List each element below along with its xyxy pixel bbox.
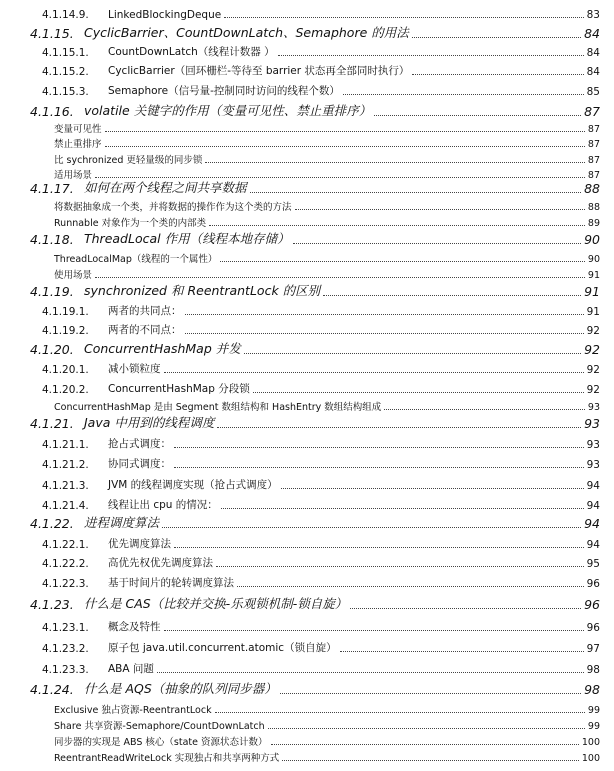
toc-entry[interactable] [30, 180, 600, 196]
toc-entry-page-number: 96 [586, 622, 600, 634]
toc-entry[interactable] [42, 84, 600, 98]
toc-entry-number: 4.1.23.1. [42, 622, 89, 634]
toc-entry-title: synchronized 和 ReentrantLock 的区别 [84, 283, 321, 298]
toc-dot-leader [224, 17, 583, 18]
toc-entry-page-number: 99 [587, 721, 600, 732]
toc-entry-title: LinkedBlockingDeque [108, 9, 222, 21]
toc-entry-title: 减小锁粒度 [108, 363, 161, 375]
toc-entry-title: 两者的不同点： [108, 324, 182, 336]
toc-entry-number: 4.1.20.1. [42, 364, 89, 376]
toc-entry-page-number: 93 [586, 459, 600, 471]
toc-dot-leader [185, 314, 584, 315]
toc-entry-number: 4.1.19.2. [42, 325, 89, 337]
toc-entry-page-number: 87 [587, 139, 600, 150]
toc-entry-title: 什么是 AQS（抽象的队列同步器） [84, 681, 277, 696]
toc-entry[interactable] [42, 323, 600, 337]
toc-entry-title: ConcurrentHashMap 是由 Segment 数组结构和 HashEntry 数组结构组成 [54, 402, 382, 413]
toc-entry-title: 进程调度算法 [84, 515, 160, 530]
toc-entry-page-number: 98 [586, 664, 600, 676]
toc-entry-page-number: 91 [586, 306, 600, 318]
toc-dot-leader [281, 488, 584, 489]
toc-entry-page-number: 94 [586, 480, 600, 492]
toc-entry[interactable] [42, 382, 600, 396]
toc-entry[interactable] [42, 457, 600, 471]
toc-entry[interactable] [54, 251, 600, 265]
toc-dot-leader [209, 225, 585, 226]
toc-entry[interactable] [54, 121, 600, 135]
toc-entry-title: 比 sychronized 更轻量级的同步锁 [54, 155, 203, 166]
toc-entry[interactable] [54, 734, 600, 748]
toc-dot-leader [340, 651, 584, 652]
toc-dot-leader [105, 131, 585, 132]
toc-entry-page-number: 94 [586, 539, 600, 551]
toc-dot-leader [185, 333, 584, 334]
toc-entry-number: 4.1.19. [30, 284, 74, 299]
toc-dot-leader [278, 55, 584, 56]
toc-entry-number: 4.1.21. [30, 416, 74, 431]
toc-entry-page-number: 92 [586, 384, 600, 396]
toc-entry-title: 原子包 java.util.concurrent.atomic（锁自旋） [108, 642, 337, 654]
toc-entry-title: 基于时间片的轮转调度算法 [108, 577, 234, 589]
toc-entry[interactable] [54, 750, 600, 764]
toc-entry-page-number: 92 [586, 325, 600, 337]
toc-dot-leader [174, 467, 584, 468]
toc-entry-title: ConcurrentHashMap 并发 [84, 341, 241, 356]
toc-entry-page-number: 88 [584, 181, 600, 196]
toc-entry[interactable] [30, 283, 600, 299]
toc-entry-number: 4.1.21.4. [42, 500, 89, 512]
toc-entry-number: 4.1.15.2. [42, 66, 89, 78]
toc-entry[interactable] [30, 103, 600, 119]
toc-entry[interactable] [42, 620, 600, 634]
toc-dot-leader [237, 586, 584, 587]
toc-entry[interactable] [42, 537, 600, 551]
toc-entry-title: 抢占式调度： [108, 438, 171, 450]
toc-entry-number: 4.1.21.3. [42, 480, 89, 492]
toc-entry-title: 同步器的实现是 ABS 核心（state 资源状态计数） [54, 737, 268, 748]
toc-entry-page-number: 94 [584, 516, 600, 531]
toc-entry-page-number: 88 [587, 202, 600, 213]
toc-entry-title: CyclicBarrier（回环栅栏-等待至 barrier 状态再全部同时执行） [108, 65, 410, 77]
toc-entry[interactable] [30, 231, 600, 247]
toc-entry-number: 4.1.14.9. [42, 9, 89, 21]
toc-entry[interactable] [42, 304, 600, 318]
toc-entry-title: 什么是 CAS（比较并交换-乐观锁机制-锁自旋） [84, 596, 348, 611]
toc-entry[interactable] [42, 641, 600, 655]
toc-dot-leader [293, 243, 582, 244]
toc-entry-page-number: 99 [587, 705, 600, 716]
toc-entry[interactable] [30, 596, 600, 612]
toc-entry[interactable] [42, 662, 600, 676]
toc-dot-leader [384, 409, 585, 410]
toc-entry[interactable] [42, 45, 600, 59]
toc-entry-page-number: 87 [584, 104, 600, 119]
toc-entry-title: JVM 的线程调度实现（抢占式调度） [108, 479, 278, 491]
toc-entry-number: 4.1.19.1. [42, 306, 89, 318]
toc-dot-leader [295, 209, 585, 210]
toc-entry-title: ConcurrentHashMap 分段锁 [108, 383, 250, 395]
toc-entry-number: 4.1.17. [30, 181, 74, 196]
toc-entry-page-number: 93 [587, 402, 600, 413]
toc-entry[interactable] [42, 64, 600, 78]
toc-entry-title: 线程让出 cpu 的情况： [108, 499, 218, 511]
toc-dot-leader [412, 37, 581, 38]
toc-dot-leader [221, 508, 584, 509]
toc-entry-page-number: 92 [586, 364, 600, 376]
toc-entry[interactable] [42, 7, 600, 21]
toc-entry[interactable] [54, 702, 600, 716]
toc-entry-title: 使用场景 [54, 270, 93, 281]
toc-entry[interactable] [54, 215, 600, 229]
toc-entry[interactable] [42, 576, 600, 590]
toc-entry[interactable] [42, 498, 600, 512]
toc-entry-number: 4.1.22. [30, 516, 74, 531]
toc-entry-page-number: 96 [586, 578, 600, 590]
toc-entry-title: CyclicBarrier、CountDownLatch、Semaphore 的用法 [84, 25, 409, 40]
toc-entry-page-number: 100 [581, 737, 600, 748]
toc-entry[interactable] [42, 362, 600, 376]
toc-entry-number: 4.1.22.2. [42, 558, 89, 570]
toc-entry[interactable] [54, 267, 600, 281]
toc-dot-leader [350, 608, 581, 609]
toc-dot-leader [95, 277, 585, 278]
toc-dot-leader [162, 527, 581, 528]
toc-entry-title: 禁止重排序 [54, 139, 102, 150]
toc-entry[interactable] [42, 478, 600, 492]
toc-entry-title: ThreadLocal 作用（线程本地存储） [84, 231, 290, 246]
toc-entry-number: 4.1.24. [30, 682, 74, 697]
toc-dot-leader [105, 146, 585, 147]
toc-dot-leader [244, 353, 581, 354]
toc-entry-page-number: 84 [584, 26, 600, 41]
toc-entry-title: CountDownLatch（线程计数器 ） [108, 46, 275, 58]
toc-dot-leader [250, 192, 582, 193]
toc-entry-title: 协同式调度： [108, 458, 171, 470]
toc-entry-number: 4.1.20. [30, 342, 74, 357]
toc-dot-leader [412, 74, 583, 75]
toc-entry[interactable] [54, 199, 600, 213]
toc-dot-leader [215, 712, 585, 713]
toc-entry-title: ReentrantReadWriteLock 实现独占和共享两种方式 [54, 753, 280, 764]
toc-entry-title: volatile 关键字的作用（变量可见性、禁止重排序） [84, 103, 372, 118]
toc-entry[interactable] [42, 556, 600, 570]
toc-entry-number: 4.1.15.1. [42, 47, 89, 59]
toc-dot-leader [216, 566, 584, 567]
toc-dot-leader [374, 115, 581, 116]
toc-entry-page-number: 84 [586, 47, 600, 59]
toc-entry-number: 4.1.21.2. [42, 459, 89, 471]
toc-entry-page-number: 83 [586, 9, 600, 21]
toc-entry-title: ABA 问题 [108, 663, 154, 675]
toc-dot-leader [268, 728, 585, 729]
toc-entry-title: 如何在两个线程之间共享数据 [84, 180, 247, 195]
toc-entry-page-number: 98 [584, 682, 600, 697]
toc-entry-title: 将数据抽象成一个类，并将数据的操作作为这个类的方法 [54, 202, 292, 213]
toc-entry-number: 4.1.22.1. [42, 539, 89, 551]
toc-entry[interactable] [42, 437, 600, 451]
toc-dot-leader [205, 162, 585, 163]
toc-entry-page-number: 97 [586, 643, 600, 655]
toc-entry-number: 4.1.23.3. [42, 664, 89, 676]
toc-entry-page-number: 91 [587, 270, 600, 281]
toc-entry-page-number: 85 [586, 86, 600, 98]
toc-entry-number: 4.1.23.2. [42, 643, 89, 655]
toc-dot-leader [174, 547, 584, 548]
toc-entry[interactable] [30, 681, 600, 697]
toc-entry[interactable] [54, 136, 600, 150]
toc-dot-leader [164, 372, 584, 373]
toc-entry-page-number: 87 [587, 124, 600, 135]
toc-dot-leader [343, 94, 584, 95]
toc-entry-page-number: 93 [586, 439, 600, 451]
toc-entry[interactable] [30, 415, 600, 431]
toc-entry-title: 两者的共同点： [108, 305, 182, 317]
toc-entry-title: 优先调度算法 [108, 538, 171, 550]
toc-entry-title: 高优先权优先调度算法 [108, 557, 213, 569]
toc-entry-number: 4.1.16. [30, 104, 74, 119]
toc-dot-leader [164, 630, 584, 631]
toc-dot-leader [217, 427, 581, 428]
toc-entry-page-number: 89 [587, 218, 600, 229]
toc-entry[interactable] [54, 152, 600, 166]
toc-entry-title: Java 中用到的线程调度 [84, 415, 215, 430]
toc-entry-page-number: 91 [584, 284, 600, 299]
toc-dot-leader [157, 672, 584, 673]
toc-entry-number: 4.1.23. [30, 597, 74, 612]
toc-entry-number: 4.1.15. [30, 26, 74, 41]
toc-entry-title: Semaphore（信号量-控制同时访问的线程个数） [108, 85, 340, 97]
toc-entry-page-number: 100 [581, 753, 600, 764]
toc-entry[interactable] [30, 515, 600, 531]
toc-entry[interactable] [30, 25, 600, 41]
toc-dot-leader [280, 693, 581, 694]
toc-dot-leader [220, 261, 585, 262]
toc-entry-page-number: 87 [587, 170, 600, 181]
toc-entry-title: 适用场景 [54, 170, 93, 181]
toc-entry-title: Runnable 对象作为一个类的内部类 [54, 218, 207, 229]
toc-entry[interactable] [30, 341, 600, 357]
toc-entry-number: 4.1.18. [30, 232, 74, 247]
toc-entry-title: ThreadLocalMap（线程的一个属性） [54, 254, 218, 265]
toc-entry-title: Exclusive 独占资源-ReentrantLock [54, 705, 212, 716]
toc-entry-page-number: 92 [584, 342, 600, 357]
toc-entry[interactable] [54, 399, 600, 413]
toc-entry-page-number: 90 [584, 232, 600, 247]
toc-dot-leader [174, 447, 584, 448]
toc-entry-page-number: 87 [587, 155, 600, 166]
toc-entry-number: 4.1.20.2. [42, 384, 89, 396]
toc-entry-page-number: 84 [586, 66, 600, 78]
toc-entry-number: 4.1.22.3. [42, 578, 89, 590]
toc-entry-page-number: 93 [584, 416, 600, 431]
toc-entry-page-number: 94 [586, 500, 600, 512]
toc-entry-page-number: 96 [584, 597, 600, 612]
toc-dot-leader [282, 760, 579, 761]
toc-entry-number: 4.1.21.1. [42, 439, 89, 451]
toc-entry-number: 4.1.15.3. [42, 86, 89, 98]
toc-entry-title: 变量可见性 [54, 124, 102, 135]
toc-entry-title: Share 共享资源-Semaphore/CountDownLatch [54, 721, 265, 732]
toc-entry-page-number: 95 [586, 558, 600, 570]
toc-entry-page-number: 90 [587, 254, 600, 265]
toc-dot-leader [253, 392, 584, 393]
toc-dot-leader [323, 295, 581, 296]
toc-entry-title: 概念及特性 [108, 621, 161, 633]
toc-entry[interactable] [54, 718, 600, 732]
toc-dot-leader [271, 744, 579, 745]
